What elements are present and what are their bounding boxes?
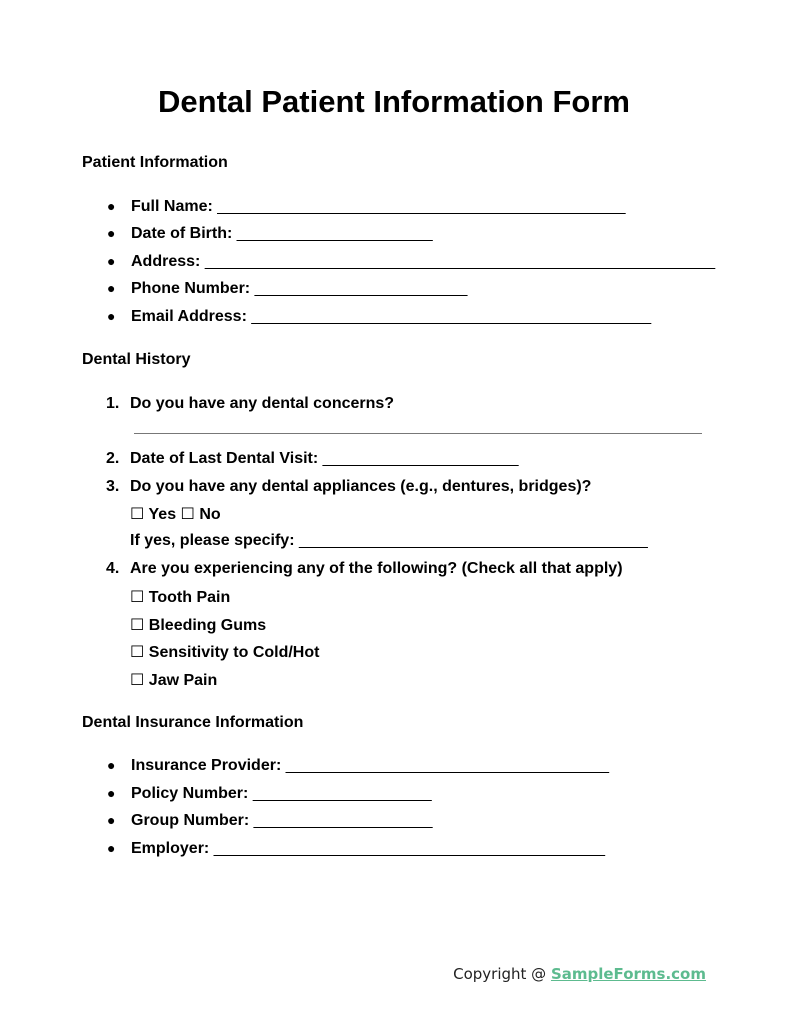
last-visit-input-line[interactable]: _______________________ xyxy=(322,450,519,467)
question-dental-appliances xyxy=(106,478,591,496)
section-heading-patient: Patient Information xyxy=(82,154,228,171)
phone-number-input-line[interactable]: _________________________ xyxy=(254,280,468,297)
field-full-name xyxy=(106,198,625,216)
bullet: ● xyxy=(107,812,116,828)
field-label: Full Name: xyxy=(131,198,213,215)
question-text: Do you have any dental concerns? xyxy=(130,395,395,412)
field-insurance-provider xyxy=(106,757,609,775)
question-number: 3. xyxy=(106,478,120,495)
field-group-number xyxy=(106,812,432,830)
question-last-visit xyxy=(106,450,518,468)
date-of-birth-input-line[interactable]: _______________________ xyxy=(236,225,433,242)
question-number: 4. xyxy=(106,560,120,577)
field-label: Employer: xyxy=(131,840,210,857)
bullet: ● xyxy=(107,198,116,214)
appliances-yes-no-checkboxes[interactable]: ☐ Yes ☐ No xyxy=(130,506,221,523)
address-input-line[interactable]: ____________________________________________________________ xyxy=(204,253,715,270)
footer-copyright xyxy=(453,965,706,983)
field-policy-number xyxy=(106,785,431,803)
bullet: ● xyxy=(107,225,116,241)
field-phone-number xyxy=(106,280,467,298)
question-symptoms xyxy=(106,560,623,578)
checkbox-jaw-pain[interactable]: ☐ Jaw Pain xyxy=(130,672,218,689)
bullet: ● xyxy=(107,757,116,773)
field-date-of-birth xyxy=(106,225,432,243)
email-address-input-line[interactable]: _______________________________________________ xyxy=(251,308,651,325)
appliances-specify xyxy=(130,532,647,550)
field-employer xyxy=(106,840,605,858)
policy-number-input-line[interactable]: _____________________ xyxy=(252,785,432,802)
field-address xyxy=(106,253,715,271)
bullet: ● xyxy=(107,280,116,296)
bullet: ● xyxy=(107,253,116,269)
field-label: Policy Number: xyxy=(131,785,249,802)
field-label: Date of Last Dental Visit: xyxy=(130,450,319,467)
page-title: Dental Patient Information Form xyxy=(158,84,630,119)
full-name-input-line[interactable]: ________________________________________________ xyxy=(217,198,626,215)
group-number-input-line[interactable]: _____________________ xyxy=(253,812,433,829)
bullet: ● xyxy=(107,785,116,801)
employer-input-line[interactable]: ______________________________________________ xyxy=(213,840,605,857)
field-label: Date of Birth: xyxy=(131,225,233,242)
sampleforms-link[interactable]: SampleForms.com xyxy=(550,965,706,983)
dental-concerns-input-line[interactable] xyxy=(134,433,702,434)
question-number: 1. xyxy=(106,395,120,412)
field-label: If yes, please specify: xyxy=(130,532,295,549)
section-heading-insurance: Dental Insurance Information xyxy=(82,714,304,731)
question-text: Are you experiencing any of the following? (Check all that apply) xyxy=(130,560,623,577)
bullet: ● xyxy=(107,308,116,324)
checkbox-tooth-pain[interactable]: ☐ Tooth Pain xyxy=(130,589,231,606)
insurance-provider-input-line[interactable]: ______________________________________ xyxy=(285,757,609,774)
checkbox-sensitivity[interactable]: ☐ Sensitivity to Cold/Hot xyxy=(130,644,320,661)
field-label: Phone Number: xyxy=(131,280,251,297)
section-heading-dental-history: Dental History xyxy=(82,351,191,368)
question-text: Do you have any dental appliances (e.g., dentures, bridges)? xyxy=(130,478,592,495)
field-label: Address: xyxy=(131,253,201,270)
checkbox-bleeding-gums[interactable]: ☐ Bleeding Gums xyxy=(130,617,267,634)
copyright-text: Copyright @ xyxy=(453,965,551,983)
field-email-address xyxy=(106,308,651,326)
field-label: Group Number: xyxy=(131,812,250,829)
field-label: Email Address: xyxy=(131,308,247,325)
bullet: ● xyxy=(107,840,116,856)
question-number: 2. xyxy=(106,450,120,467)
question-dental-concerns xyxy=(106,395,394,413)
appliances-specify-input-line[interactable]: _________________________________________ xyxy=(298,532,648,549)
field-label: Insurance Provider: xyxy=(131,757,282,774)
